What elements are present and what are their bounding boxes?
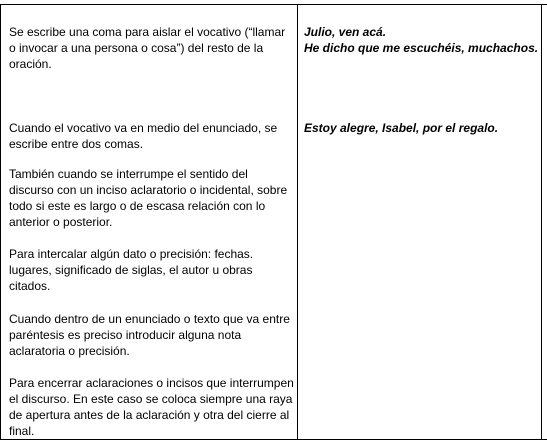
example-cell-vocative-middle <box>304 120 540 136</box>
example-line: He dicho que me escuchéis, muchachos. <box>304 41 539 55</box>
rule-paragraph: Cuando el vocativo va en medio del enunciado, se escribe entre dos comas. <box>9 121 278 151</box>
rule-paragraph: Cuando dentro de un enunciado o texto que va entre paréntesis es preciso introducir alguna nota aclaratoria o precisión. <box>9 312 290 358</box>
rule-paragraph: También cuando se interrumpe el sentido del discurso con un inciso aclaratorio o incidental, sobre todo si este es largo o de escasa relación con lo anterior o posterior. <box>9 167 288 229</box>
table-left-border <box>0 4 1 440</box>
example-line: Estoy alegre, Isabel, por el regalo. <box>304 121 499 135</box>
rule-paragraph: Se escribe una coma para aislar el vocativo (“llamar o invocar a una persona o cosa”) del resto de la oración. <box>9 25 286 71</box>
rule-cell-vocative-middle <box>9 120 294 152</box>
table-bottom-border <box>0 439 547 440</box>
example-line: Julio, ven acá. <box>304 25 387 39</box>
column-divider <box>297 4 298 440</box>
table-top-border <box>0 4 547 5</box>
rule-cell-vocative-isolation <box>9 24 294 72</box>
rule-paragraph: Para encerrar aclaraciones o incisos que interrumpen el discurso. En este caso se coloca siempre una raya de apertura antes de la aclaración y otra del cierre al final. <box>9 376 294 438</box>
rule-paragraph: Para intercalar algún dato o precisión: fechas. lugares, significado de siglas, el autor u obras citados. <box>9 247 254 293</box>
rule-cell-dash-clarification <box>9 375 294 439</box>
rule-cell-intercalated-data <box>9 246 294 294</box>
table-right-border <box>541 4 542 440</box>
rule-cell-incidental-clause <box>9 166 294 230</box>
rule-cell-parenthesis-note <box>9 311 294 359</box>
example-cell-vocative-isolation <box>304 24 540 56</box>
